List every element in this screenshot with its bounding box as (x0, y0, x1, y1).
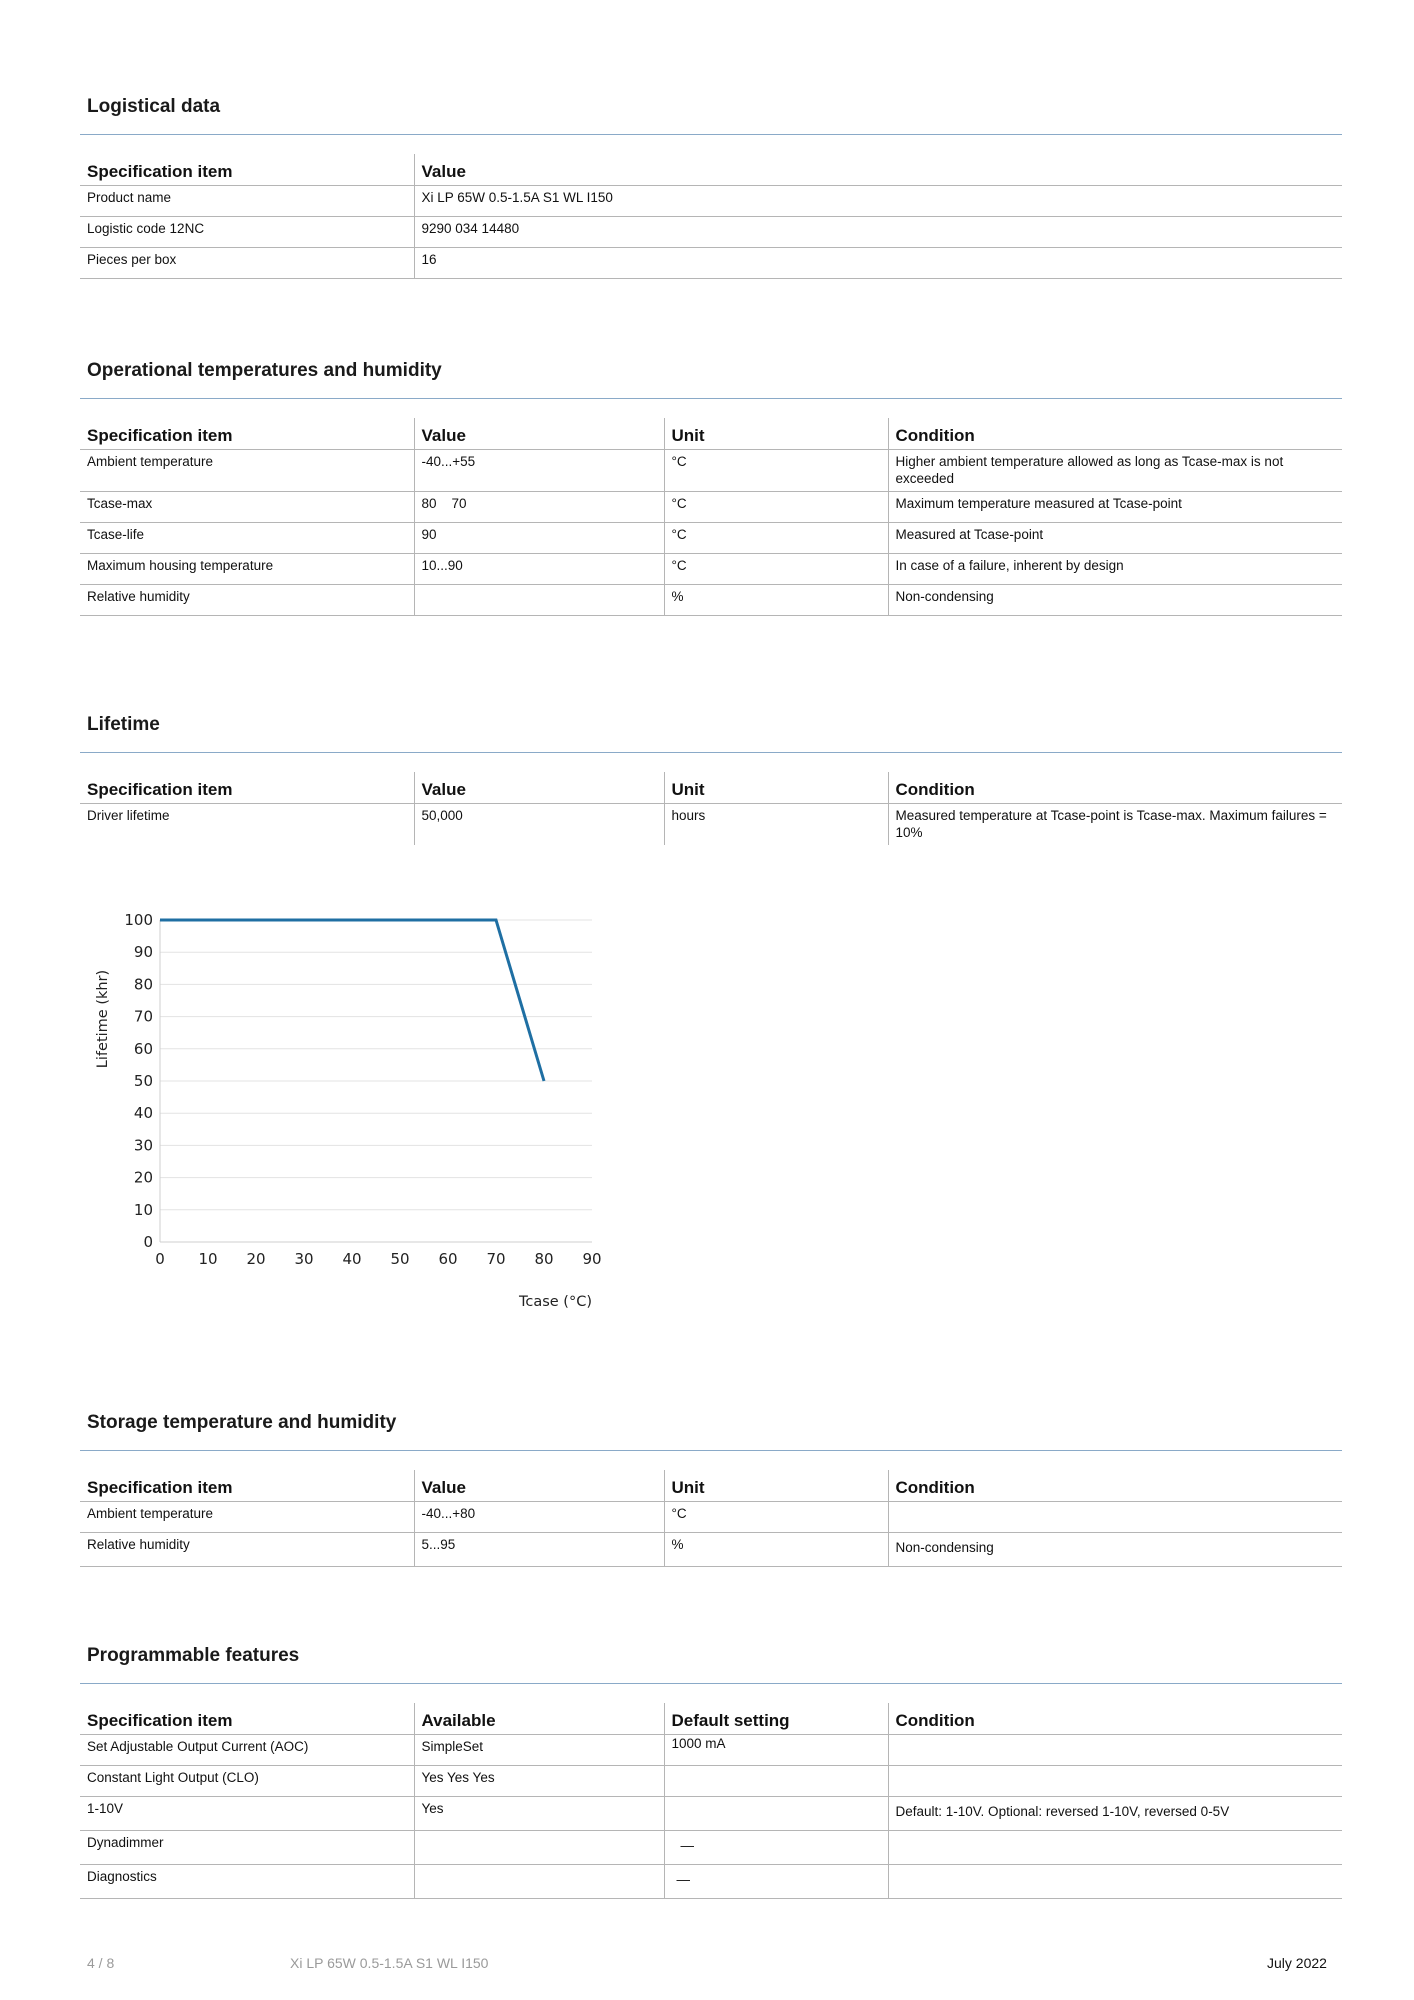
x-tick-label: 80 (534, 1250, 554, 1268)
y-tick-label: 20 (133, 1168, 153, 1187)
y-tick-label: 40 (133, 1104, 153, 1123)
feature-default: — (664, 1831, 888, 1865)
spec-value: 16 (414, 248, 1342, 279)
spec-condition: Measured at Tcase-point (888, 523, 1342, 554)
logistical-title: Logistical data (87, 96, 221, 117)
spec-condition: Non-condensing (888, 585, 1342, 616)
feature-item: Diagnostics (80, 1865, 414, 1899)
lifetime-series-line (160, 920, 544, 1081)
feature-available: Yes Yes Yes (414, 1766, 664, 1797)
feature-available: Yes (414, 1797, 664, 1831)
column-header: Specification item (80, 1703, 414, 1735)
feature-item: Constant Light Output (CLO) (80, 1766, 414, 1797)
feature-item: Set Adjustable Output Current (AOC) (80, 1735, 414, 1766)
spec-unit: °C (664, 1502, 888, 1533)
lifetime-title: Lifetime (87, 714, 160, 735)
spec-condition: In case of a failure, inherent by design (888, 554, 1342, 585)
spec-item: Pieces per box (80, 248, 414, 279)
table-header-row (80, 418, 1342, 450)
column-header: Unit (664, 1470, 888, 1502)
x-tick-label: 60 (438, 1250, 458, 1268)
x-tick-label: 10 (198, 1250, 218, 1268)
x-tick-label: 0 (155, 1250, 165, 1268)
feature-default: 1000 mA (664, 1735, 888, 1766)
y-tick-label: 10 (133, 1200, 153, 1219)
y-tick-label: 90 (133, 943, 153, 962)
feature-default (664, 1766, 888, 1797)
table-row (80, 804, 1342, 846)
spec-item: Driver lifetime (87, 808, 170, 823)
spec-condition: Maximum temperature measured at Tcase-point (888, 492, 1342, 523)
table-header-row (80, 1470, 1342, 1502)
feature-item: Dynadimmer (80, 1831, 414, 1865)
spec-condition: Higher ambient temperature allowed as long as Tcase-max is not exceeded (888, 450, 1342, 492)
table-row (80, 1735, 1342, 1766)
column-header: Condition (888, 1703, 1342, 1735)
feature-available (414, 1865, 664, 1899)
spec-item: Product name (80, 186, 414, 217)
lifetime-chart-svg (80, 900, 620, 1320)
lifetime-table (80, 772, 1342, 845)
spec-unit: °C (664, 492, 888, 523)
spec-unit: °C (664, 450, 888, 492)
spec-item: Tcase-max (80, 492, 414, 523)
programmable-table (80, 1703, 1342, 1899)
column-header: Value (414, 772, 664, 804)
table-row (80, 585, 1342, 616)
feature-condition (888, 1865, 1342, 1899)
spec-value (414, 585, 664, 616)
feature-condition (888, 1766, 1342, 1797)
table-row (80, 1797, 1342, 1831)
spec-item: Ambient temperature (80, 450, 414, 492)
column-header: Specification item (80, 772, 414, 804)
operational-table (80, 418, 1342, 616)
spec-item: Relative humidity (80, 1533, 414, 1567)
feature-available (414, 1831, 664, 1865)
column-header: Condition (888, 772, 1342, 804)
x-tick-label: 50 (390, 1250, 410, 1268)
feature-default (664, 1797, 888, 1831)
y-tick-label: 60 (133, 1039, 153, 1058)
table-row (80, 186, 1342, 217)
x-tick-label: 90 (582, 1250, 602, 1268)
x-axis-label: Tcase (°C) (518, 1294, 592, 1310)
storage-title: Storage temperature and humidity (87, 1412, 397, 1433)
spec-unit: °C (664, 523, 888, 554)
spec-value: -40...+80 (414, 1502, 664, 1533)
footer-product-name: Xi LP 65W 0.5-1.5A S1 WL I150 (290, 1955, 489, 1971)
table-header-row (80, 772, 1342, 804)
table-row (80, 554, 1342, 585)
y-tick-label: 30 (133, 1136, 153, 1155)
footer-page-number: 4 / 8 (87, 1955, 115, 1971)
x-tick-label: 30 (294, 1250, 314, 1268)
spec-value: -40...+55 (414, 450, 664, 492)
table-row (80, 492, 1342, 523)
column-header: Condition (888, 1470, 1342, 1502)
spec-value: 5...95 (414, 1533, 664, 1567)
y-axis-label: Lifetime (khr) (95, 969, 111, 1069)
operational-title: Operational temperatures and humidity (87, 360, 442, 381)
spec-condition (888, 1502, 1342, 1533)
column-header: Available (414, 1703, 664, 1735)
table-row (80, 1865, 1342, 1899)
spec-unit: % (664, 1533, 888, 1567)
y-tick-label: 50 (133, 1072, 153, 1090)
spec-value: 10...90 (414, 554, 664, 585)
column-header: Specification item (80, 154, 414, 186)
table-row (80, 1831, 1342, 1865)
programmable-title: Programmable features (87, 1645, 300, 1666)
spec-value: 90 (414, 523, 664, 554)
feature-condition (888, 1831, 1342, 1865)
table-row (80, 248, 1342, 279)
column-header: Value (414, 418, 664, 450)
x-tick-label: 20 (246, 1250, 266, 1268)
table-header-row (80, 1703, 1342, 1735)
y-tick-label: 100 (124, 911, 153, 929)
feature-condition (888, 1735, 1342, 1766)
lifetime-rule (80, 752, 1342, 753)
column-header: Value (414, 154, 1342, 186)
spec-value: Xi LP 65W 0.5-1.5A S1 WL I150 (414, 186, 1342, 217)
spec-condition: Non-condensing (888, 1533, 1342, 1567)
table-row (80, 1766, 1342, 1797)
column-header: Specification item (80, 1470, 414, 1502)
feature-available: SimpleSet (414, 1735, 664, 1766)
column-header: Value (414, 1470, 664, 1502)
footer-date: July 2022 (1267, 1955, 1327, 1971)
x-tick-label: 40 (342, 1250, 362, 1268)
column-header: Unit (664, 772, 888, 804)
x-tick-label: 70 (486, 1250, 506, 1268)
spec-item: Ambient temperature (80, 1502, 414, 1533)
spec-unit: hours (664, 804, 888, 846)
lifetime-chart (80, 900, 620, 1320)
spec-unit: % (664, 585, 888, 616)
spec-item: Maximum housing temperature (80, 554, 414, 585)
column-header: Unit (664, 418, 888, 450)
y-tick-label: 70 (133, 1007, 153, 1026)
table-row (80, 523, 1342, 554)
feature-default: — (664, 1865, 888, 1899)
spec-unit: °C (664, 554, 888, 585)
logistical-table (80, 154, 1342, 279)
storage-table (80, 1470, 1342, 1567)
table-row (80, 1502, 1342, 1533)
table-row (80, 1533, 1342, 1567)
spec-item: Relative humidity (80, 585, 414, 616)
storage-rule (80, 1450, 1342, 1451)
programmable-rule (80, 1683, 1342, 1684)
spec-value: 50,000 (414, 804, 664, 846)
column-header: Default setting (664, 1703, 888, 1735)
spec-item: Logistic code 12NC (80, 217, 414, 248)
y-tick-label: 0 (143, 1233, 153, 1251)
operational-rule (80, 398, 1342, 399)
table-row (80, 450, 1342, 492)
y-tick-label: 80 (133, 975, 153, 994)
spec-value: 9290 034 14480 (414, 217, 1342, 248)
feature-item: 1-10V (80, 1797, 414, 1831)
table-row (80, 217, 1342, 248)
spec-value: 80 70 (414, 492, 664, 523)
spec-item: Tcase-life (80, 523, 414, 554)
table-header-row (80, 154, 1342, 186)
logistical-rule (80, 134, 1342, 135)
feature-condition: Default: 1-10V. Optional: reversed 1-10V, reversed 0-5V (888, 1797, 1342, 1831)
column-header: Specification item (80, 418, 414, 450)
spec-condition: Measured temperature at Tcase-point is Tcase-max. Maximum failures = 10% (888, 804, 1342, 846)
column-header: Condition (888, 418, 1342, 450)
